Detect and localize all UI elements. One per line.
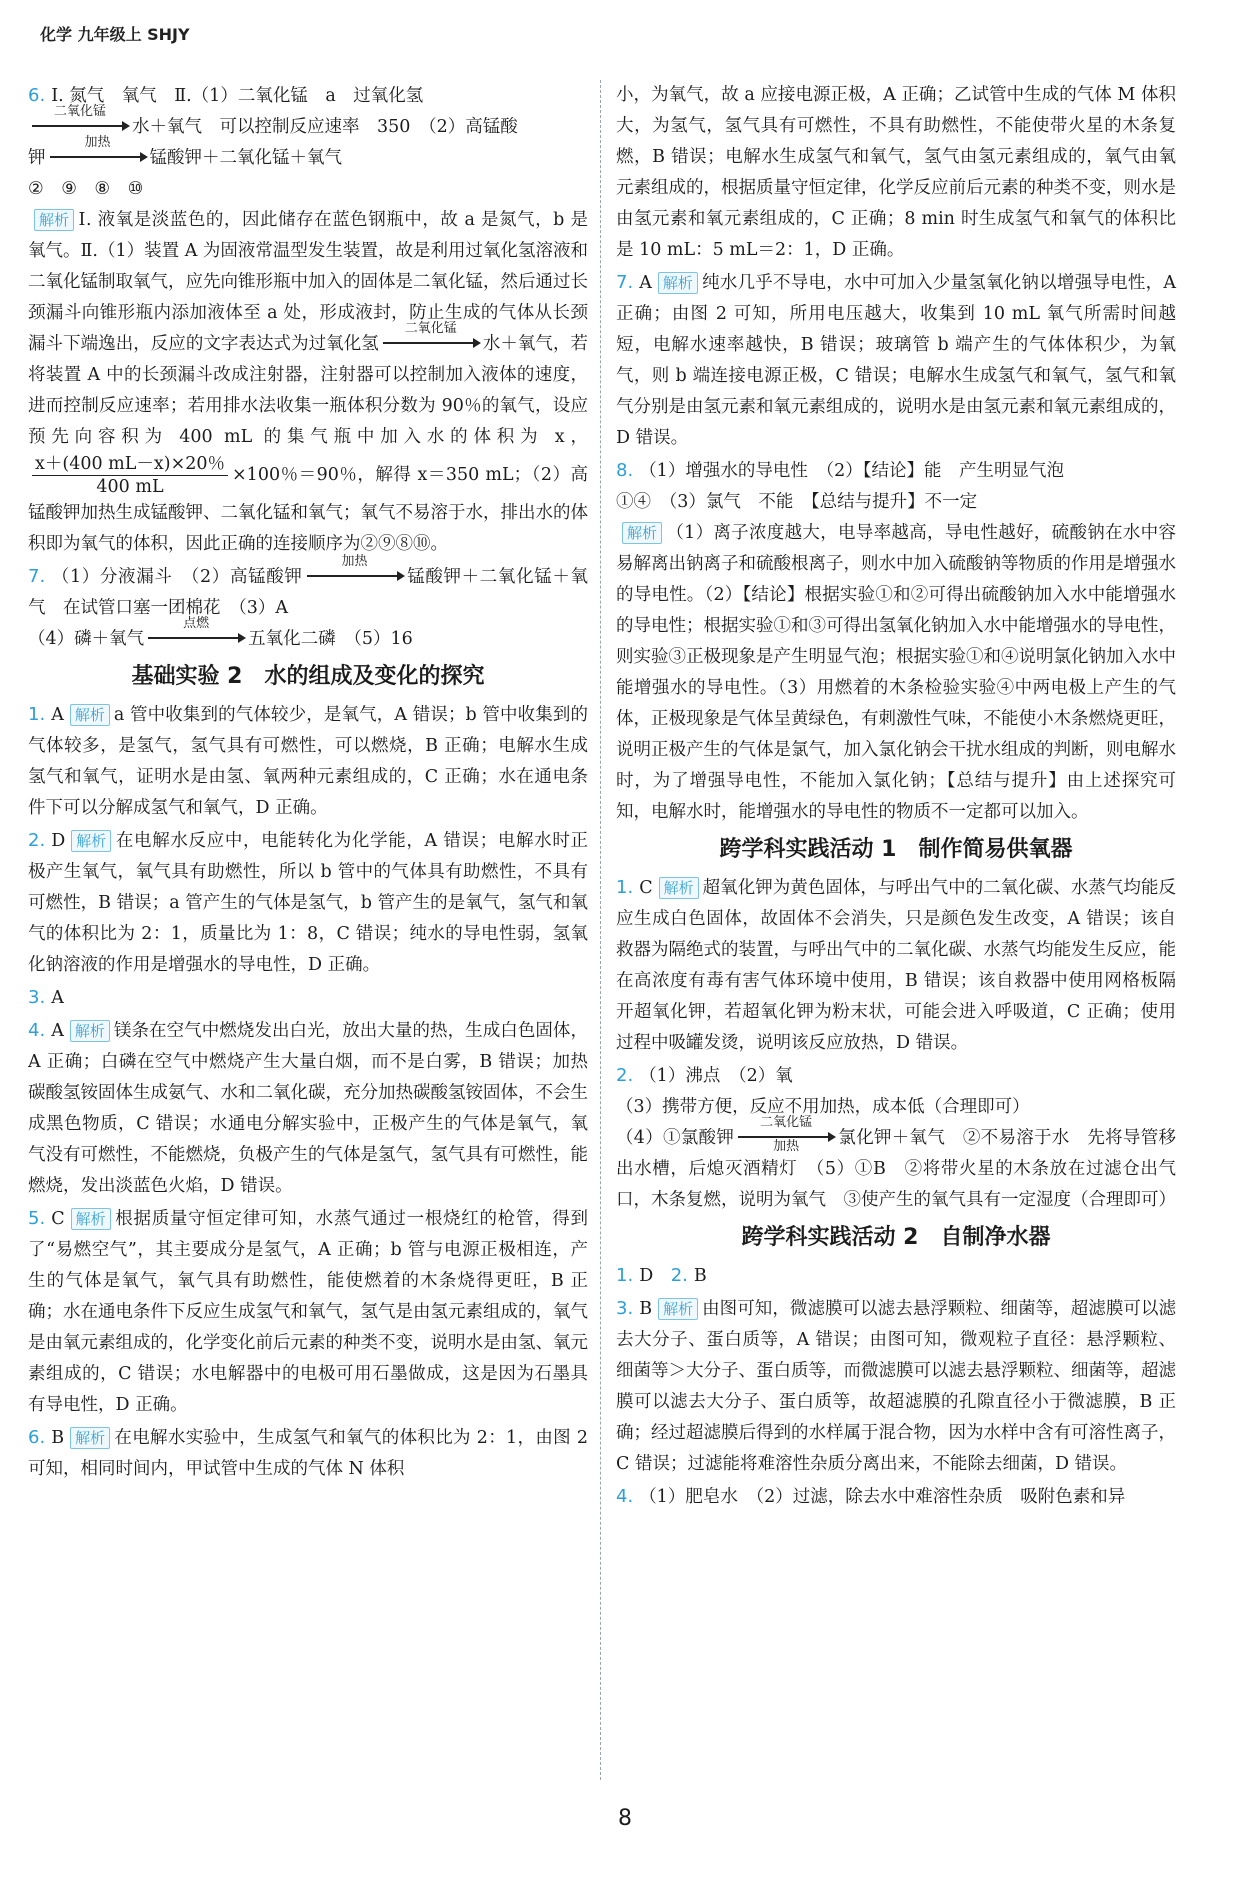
question-number: 6. bbox=[28, 85, 46, 106]
section-title: 跨学科实践活动 2 自制净水器 bbox=[741, 1225, 1051, 1250]
right-column bbox=[616, 80, 1176, 1514]
analysis-tag: 解析 bbox=[70, 1020, 110, 1042]
question-item: 1. C 解析 超氧化钾为黄色固体，与呼出气中的二氧化碳、水蒸气均能反应生成白色固体，故固体不会消失，只是颜色发生改变，A 错误；该自救器为隔绝式的装置，与呼出气中的二氧化碳、水蒸气均能发生反应，能在高浓度有毒有害气体环境中使用，B 错误；该自救器中使用网格板隔开超氧化钾，若超氧化钾为粉末状，可能会进入呼吸道，C 正确；使用过程中吸罐发烫，说明该反应放热，D 错误。 bbox=[616, 877, 1176, 1053]
analysis-tag: 解析 bbox=[34, 209, 74, 231]
question-item: 6. B 解析 在电解水实验中，生成氢气和氧气的体积比为 2：1，由图 2 可知，相同时间内，甲试管中生成的气体 N 体积 bbox=[28, 1427, 588, 1479]
question-item: 2. D 解析 在电解水反应中，电能转化为化学能，A 错误；电解水时正极产生氧气，氧气具有助燃性，所以 b 管中的气体具有助燃性，不具有可燃性，B 错误；a 管产生的气体是氢气，b 管产生的是氧气，氢气和氧气的体积比为 2：1，质量比为 1：8，C 错误；纯水的导电性弱，氢氧化钠溶液的作用是增强水的导电性，D 正确。 bbox=[28, 830, 588, 975]
question-number: 7. bbox=[28, 566, 46, 587]
page-header: 化学 九年级上 SHJY bbox=[40, 25, 190, 44]
analysis-tag: 解析 bbox=[658, 1298, 698, 1320]
left-column bbox=[28, 80, 588, 1486]
reaction-arrow: 加热 bbox=[307, 563, 403, 593]
analysis-tag: 解析 bbox=[70, 704, 110, 726]
question-item: 3. B 解析 由图可知，微滤膜可以滤去悬浮颗粒、细菌等，超滤膜可以滤去大分子、蛋白质等，A 错误；由图可知，微观粒子直径：悬浮颗粒、细菌等＞大分子、蛋白质等，而微滤膜可以滤去悬浮颗粒、细菌等，超滤膜可以滤去大分子、蛋白质等，故超滤膜的孔隙直径小于微滤膜，B 正确；经过超滤膜后得到的水样属于混合物，因为水样中含有可溶性离子，C 错误；过滤能将难溶性杂质分离出来，不能除去细菌，D 错误。 bbox=[616, 1298, 1176, 1474]
fraction: $\frac{x+(400 mL-x)\times 20\%}{400 mL}$ bbox=[32, 453, 228, 498]
reaction-arrow: 加热 bbox=[50, 144, 146, 174]
question-item: 3. A bbox=[28, 987, 64, 1008]
question-item: 2. （1）沸点 （2）氧 （3）携带方便，反应不用加热，成本低（合理即可） （4）①氯酸钾 二氧化锰 加热 氯化钾＋氧气 ②不易溶于水 先将导管移出水槽，后熄灭酒精灯 （5）①B ②将带火星的木条放在过滤仓出气口，木条复燃，说明为氧气 ③使产生的氧气具有一定湿度（合理即可） bbox=[616, 1065, 1177, 1210]
analysis-tag: 解析 bbox=[622, 522, 662, 544]
analysis-tag: 解析 bbox=[71, 1208, 111, 1230]
question-7: 7. A 解析 纯水几乎不导电，水中可加入少量氢氧化钠以增强导电性，A 正确；由图 2 可知，所用电压越大，收集到 10 mL 氧气所需时间越短，电解水速率越快，B 错误；玻璃管 b 端产生的气体体积少，为氧气，则 b 端连接电源正极，C 错误；电解水生成氢气和氧气，氢气和氧气分别是由氢元素和氧元素组成的，说明水是由氢元素和氧元素组成的，D 错误。 bbox=[616, 272, 1176, 448]
section-title: 跨学科实践活动 1 制作简易供氧器 bbox=[719, 837, 1073, 862]
page-number: 8 bbox=[618, 1806, 632, 1831]
question-item: 1. A 解析 a 管中收集到的气体较少，是氧气，A 错误；b 管中收集到的气体较多，是氢气，氢气具有可燃性，可以燃烧，B 正确；电解水生成氢气和氧气，证明水是由氢、氧两种元素组成的，C 正确；水在通电条件下可以分解成氢气和氧气，D 正确。 bbox=[28, 704, 588, 818]
reaction-arrow: 二氧化锰 bbox=[383, 330, 479, 360]
question-item: 1. D 2. B bbox=[616, 1265, 707, 1286]
reaction-arrow: 点燃 bbox=[148, 625, 244, 655]
question-item: 4. A 解析 镁条在空气中燃烧发出白光，放出大量的热，生成白色固体，A 正确；白磷在空气中燃烧产生大量白烟，而不是白雾，B 错误；加热碳酸氢铵固体生成氨气、水和二氧化碳，充分加热碳酸氢铵固体，不会生成黑色物质，C 错误；水通电分解实验中，正极产生的气体是氧气，氧气没有可燃性，不能燃烧，负极产生的气体是氢气，氢气具有可燃性，能燃烧，发出淡蓝色火焰，D 错误。 bbox=[28, 1020, 588, 1196]
analysis-tag: 解析 bbox=[70, 1427, 110, 1449]
question-item: 4. （1）肥皂水 （2）过滤，除去水中难溶性杂质 吸附色素和异 bbox=[616, 1486, 1126, 1507]
question-6-continued: 小，为氧气，故 a 应接电源正极，A 正确；乙试管中生成的气体 M 体积大，为氢气，氢气具有可燃性，不具有助燃性，不能使带火星的木条复燃，B 错误；电解水生成氢气和氧气，氢气由氢元素组成的，氧气由氧元素组成的，根据质量守恒定律，化学反应前后元素的种类不变，则水是由氢元素和氧元素组成的，C 正确；8 min 时生成氢气和氧气的体积比是 10 mL：5 mL＝2：1，D 正确。 bbox=[616, 85, 1176, 260]
reaction-arrow: 二氧化锰 加热 bbox=[738, 1124, 834, 1154]
section-title: 基础实验 2 水的组成及变化的探究 bbox=[131, 664, 485, 689]
question-7: 7. （1）分液漏斗 （2）高锰酸钾 加热 锰酸钾＋二氧化锰＋氧气 在试管口塞一团棉花 （3）A （4）磷＋氧气 点燃 五氧化二磷 （5）16 bbox=[28, 561, 588, 655]
reaction-arrow: 二氧化锰 bbox=[32, 113, 128, 143]
analysis-tag: 解析 bbox=[659, 877, 699, 899]
analysis-tag: 解析 bbox=[658, 272, 698, 294]
analysis-tag: 解析 bbox=[71, 830, 111, 852]
question-8: 8. （1）增强水的导电性 （2）【结论】能 产生明显气泡 ①④ （3）氯气 不能 【总结与提升】不一定 解析 （1）离子浓度越大，电导率越高，导电性越好，硫酸钠在水中容易解离出钠离子和硫酸根离子，则水中加入硫酸钠等物质的作用是增强水的导电性。（2）【结论】根据实验①和②可得出硫酸钠加入水中能增强水的导电性；根据实验①和③可得出氢氧化钠加入水中能增强水的导电性，则实验③正极现象是产生明显气泡；根据实验①和④说明氯化钠加入水中能增强水的导电性。（3）用燃着的木条检验实验④中两电极上产生的气体，正极现象是气体呈黄绿色，有刺激性气味，不能使小木条燃烧更旺，说明正极产生的气体是氯气，加入氯化钠会干扰水组成的判断，则电解水时，为了增强导电性，不能加入氯化钠；【总结与提升】由上述探究可知，电解水时，能增强水的导电性的物质不一定都可以加入。 bbox=[616, 460, 1176, 822]
question-item: 5. C 解析 根据质量守恒定律可知，水蒸气通过一根烧红的枪管，得到了“易燃空气”，其主要成分是氢气，A 正确；b 管与电源正极相连，产生的气体是氧气，氧气具有助燃性，能使燃着的木条烧得更旺，B 正确；水在通电条件下反应生成氢气和氧气，氢气是由氢元素组成的，氧气是由氧元素组成的，化学变化前后元素的种类不变，说明水是由氢、氧元素组成的，C 错误；水电解器中的电极可用石墨做成，这是因为石墨具有导电性，D 正确。 bbox=[28, 1208, 588, 1415]
question-6: 6. Ⅰ. 氮气 氧气 Ⅱ.（1）二氧化锰 a 过氧化氢 二氧化锰 水＋氧气 可以控制反应速率 350 （2）高锰酸 钾 加热 锰酸钾＋二氧化锰＋氧气 ② ⑨ ⑧ ⑩ 解析 Ⅰ. 液氧是淡蓝色的，因此储存在蓝色钢瓶中，故 a 是氮气，b 是氧气。Ⅱ.（1）装置 A 为固液常温型发生装置，故是利用过氧化氢溶液和二氧化锰制取氧气，应先向锥形瓶中加入的固体是二氧化锰，然后通过长颈漏斗向锥形瓶内添加液体至 a 处，形成液封，防止生成的气体从长颈漏斗下端逸出，反应的文字表达式为过氧化氢 二氧化锰 水＋氧气，若将装置 A 中的长颈漏斗改成注射器，注射器可以控制加入液体的速度，进而控制反应速率；若用排水法收集一瓶体积分数为 90％的氧气，设应预先向容积为 400 mL 的集气瓶中加入水的体积为 x， $\frac{x+(400 mL-x)\times 20\%}{400 mL}$ ×100％＝90％，解得 x＝350 mL；（2）高锰酸钾加热生成锰酸钾、二氧化锰和氧气；氧气不易溶于水，排出水的体积即为氧气的体积，因此正确的连接顺序为②⑨⑧⑩。 bbox=[28, 85, 589, 554]
column-divider bbox=[600, 80, 602, 1780]
